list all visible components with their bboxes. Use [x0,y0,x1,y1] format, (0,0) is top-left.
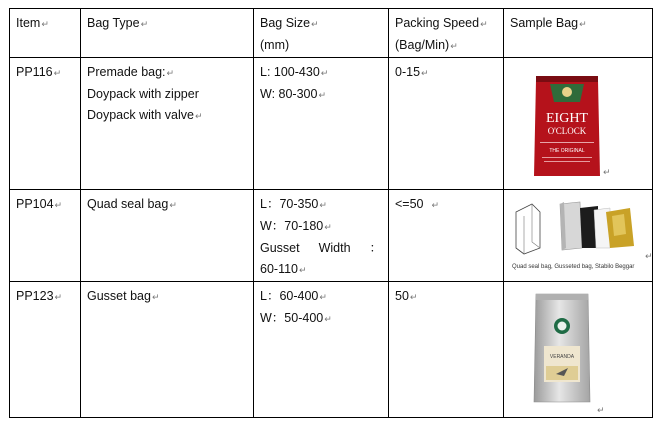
header-bag-size: Bag Size↵ (mm) [254,9,389,58]
quad-seal-bags-image [512,198,644,270]
header-row [10,9,653,58]
header-sample-bag: Sample Bag↵ [504,9,653,58]
bag-type-cell: Gusset bag↵ [81,282,254,418]
bag-variant: THE ORIGINAL [549,148,585,154]
speed-cell: <=50 ↵ [389,190,504,282]
header-bag-type: Bag Type↵ [81,9,254,58]
quad-seal-bags-icon [512,198,644,256]
spec-table [9,8,653,418]
bag-type-cell: Quad seal bag↵ [81,190,254,282]
item-cell: PP116↵ [10,58,81,190]
bag-size-cell: L：70-350↵ W：70-180↵ Gusset Width ： 60-110↵ [254,190,389,282]
item-cell: PP104↵ [10,190,81,282]
paragraph-mark: ↵ [597,405,605,415]
bag-size-cell: L：60-400↵ W：50-400↵ [254,282,389,418]
sample-bag-cell [504,282,653,418]
bag-type-cell: Premade bag:↵ Doypack with zipper Doypack with valve↵ [81,58,254,190]
silver-coffee-bag-icon [530,290,594,406]
table-row [10,190,653,282]
speed-cell: 50↵ [389,282,504,418]
bag-size-cell: L: 100-430↵ W: 80-300↵ [254,58,389,190]
paragraph-mark: ↵ [603,167,611,177]
bag-brand-line2: O'CLOCK [547,126,587,136]
red-coffee-bag-icon [532,72,602,180]
header-item: Item↵ [10,9,81,58]
header-packing-speed: Packing Speed↵ (Bag/Min)↵ [389,9,504,58]
table-row [10,282,653,418]
sample-bag-cell [504,190,653,282]
coffee-bag-image [532,72,602,187]
item-cell: PP123↵ [10,282,81,418]
gusset-bag-image [530,290,594,413]
bag-variant-label: VERANDA [549,354,575,360]
bag-brand-line1: EIGHT [546,111,588,126]
table-row [10,58,653,190]
speed-cell: 0-15↵ [389,58,504,190]
sample-bag-cell [504,58,653,190]
bags-caption: Quad seal bag, Gusseted bag, Stabilo Beggar [512,264,635,270]
paragraph-mark: ↵ [645,251,653,261]
